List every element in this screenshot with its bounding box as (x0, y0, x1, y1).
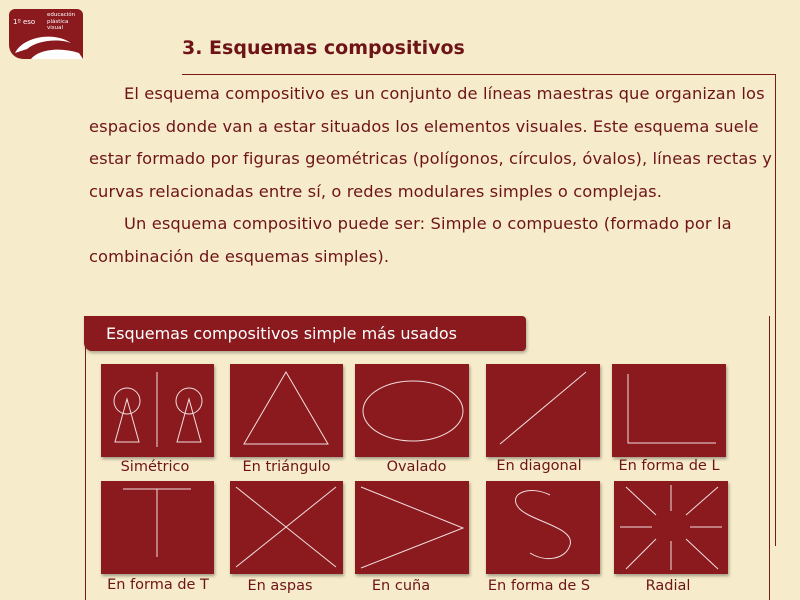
logo (9, 9, 83, 59)
logo-subject-line: educación (47, 12, 76, 18)
section-heading: Esquemas compositivos simple más usados (84, 316, 526, 351)
intro-paragraph-text: El esquema compositivo es un conjunto de líneas maestras que organizan los espacios donde van a estar situados los elementos visuales. Este esquema suele estar formado por figuras geométricas (polígonos, círculos, óvalos), líneas rectas y curvas relacionadas entre sí, o redes modulares simples o complejas. (89, 84, 773, 201)
intro-paragraph-text: Un esquema compositivo puede ser: Simple o compuesto (formado por la combinación de esquemas simples). (89, 214, 732, 266)
wedge-icon (355, 481, 469, 574)
scheme-label: En triángulo (242, 459, 331, 475)
symmetric-icon (101, 364, 214, 457)
scheme-label: En forma de S (487, 578, 591, 594)
scheme-label: En forma de T (107, 577, 209, 593)
scheme-label: En aspas (247, 578, 313, 594)
t-shape-icon (101, 481, 214, 574)
section-frame-right (769, 316, 770, 600)
scheme-label: Ovalado (386, 459, 447, 475)
intro-paragraph (89, 208, 773, 273)
oval-icon (355, 364, 469, 457)
frame-divider (182, 74, 776, 75)
s-shape-icon (486, 481, 600, 574)
triangle-icon (230, 364, 343, 457)
scheme-label: En diagonal (496, 458, 582, 474)
logo-subject (47, 12, 75, 32)
x-shape-icon (230, 481, 343, 574)
intro-text (89, 78, 773, 273)
diagonal-icon (486, 364, 600, 457)
l-shape-icon (612, 364, 726, 457)
logo-subject-line: plástica (47, 18, 69, 25)
page-title: 3. Esquemas compositivos (182, 37, 465, 59)
logo-subject-line: visual (47, 25, 64, 31)
section-frame-left (85, 316, 86, 600)
frame-divider (775, 74, 776, 546)
radial-icon (614, 481, 728, 574)
scheme-label: Radial (645, 578, 691, 594)
logo-course: 1º eso (13, 18, 36, 26)
scheme-label: Simétrico (120, 459, 190, 475)
intro-paragraph (89, 78, 773, 208)
scheme-label: En forma de L (618, 458, 720, 474)
scheme-label: En cuña (371, 578, 431, 594)
